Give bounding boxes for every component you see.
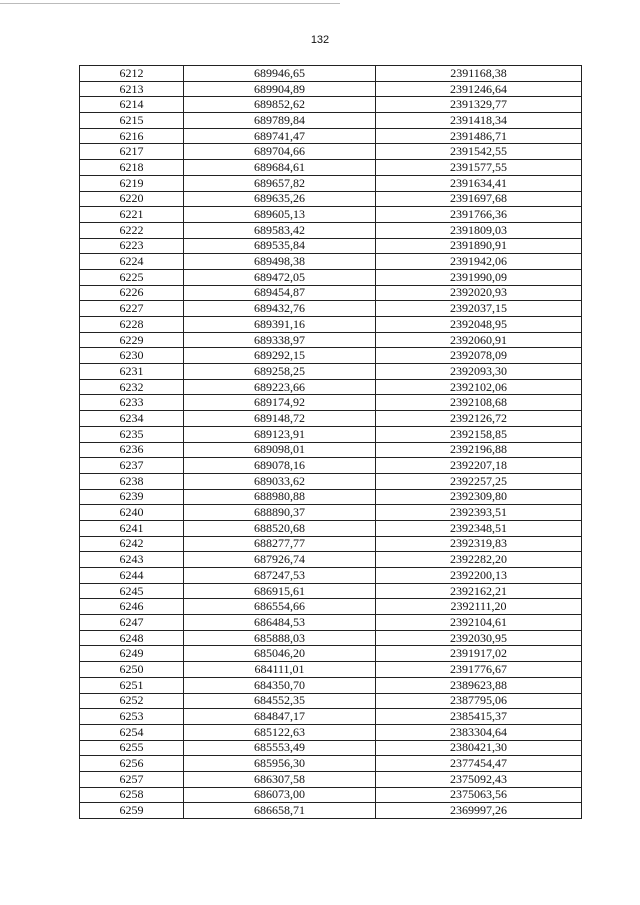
x-coordinate-cell: 689454,87 (184, 285, 376, 301)
table-row (80, 175, 582, 191)
coordinates-table-body (80, 66, 582, 819)
point-number-cell: 6238 (80, 473, 184, 489)
x-coordinate-cell: 686307,58 (184, 771, 376, 787)
table-row (80, 803, 582, 819)
x-coordinate-cell: 685122,63 (184, 724, 376, 740)
point-number-cell: 6252 (80, 693, 184, 709)
x-coordinate-cell: 685046,20 (184, 646, 376, 662)
y-coordinate-cell: 2391634,41 (376, 175, 582, 191)
table-row (80, 740, 582, 756)
y-coordinate-cell: 2391776,67 (376, 662, 582, 678)
x-coordinate-cell: 689684,61 (184, 160, 376, 176)
table-row (80, 113, 582, 129)
point-number-cell: 6232 (80, 379, 184, 395)
table-row (80, 238, 582, 254)
x-coordinate-cell: 689078,16 (184, 458, 376, 474)
y-coordinate-cell: 2392257,25 (376, 473, 582, 489)
point-number-cell: 6248 (80, 630, 184, 646)
point-number-cell: 6245 (80, 583, 184, 599)
y-coordinate-cell: 2391329,77 (376, 97, 582, 113)
point-number-cell: 6220 (80, 191, 184, 207)
y-coordinate-cell: 2392319,83 (376, 536, 582, 552)
point-number-cell: 6229 (80, 332, 184, 348)
y-coordinate-cell: 2392348,51 (376, 520, 582, 536)
point-number-cell: 6236 (80, 442, 184, 458)
table-row (80, 677, 582, 693)
table-row (80, 536, 582, 552)
x-coordinate-cell: 689258,25 (184, 364, 376, 380)
point-number-cell: 6257 (80, 771, 184, 787)
x-coordinate-cell: 689498,38 (184, 254, 376, 270)
table-row (80, 473, 582, 489)
table-row (80, 771, 582, 787)
point-number-cell: 6217 (80, 144, 184, 160)
y-coordinate-cell: 2392020,93 (376, 285, 582, 301)
x-coordinate-cell: 689033,62 (184, 473, 376, 489)
point-number-cell: 6239 (80, 489, 184, 505)
table-row (80, 662, 582, 678)
table-row (80, 787, 582, 803)
point-number-cell: 6258 (80, 787, 184, 803)
table-row (80, 191, 582, 207)
x-coordinate-cell: 689148,72 (184, 411, 376, 427)
table-row (80, 709, 582, 725)
y-coordinate-cell: 2383304,64 (376, 724, 582, 740)
y-coordinate-cell: 2391486,71 (376, 128, 582, 144)
y-coordinate-cell: 2392037,15 (376, 301, 582, 317)
point-number-cell: 6253 (80, 709, 184, 725)
point-number-cell: 6237 (80, 458, 184, 474)
x-coordinate-cell: 684350,70 (184, 677, 376, 693)
y-coordinate-cell: 2380421,30 (376, 740, 582, 756)
x-coordinate-cell: 689123,91 (184, 426, 376, 442)
point-number-cell: 6223 (80, 238, 184, 254)
point-number-cell: 6213 (80, 81, 184, 97)
y-coordinate-cell: 2392108,68 (376, 395, 582, 411)
table-row (80, 615, 582, 631)
point-number-cell: 6254 (80, 724, 184, 740)
y-coordinate-cell: 2392207,18 (376, 458, 582, 474)
y-coordinate-cell: 2392309,80 (376, 489, 582, 505)
x-coordinate-cell: 689789,84 (184, 113, 376, 129)
x-coordinate-cell: 689741,47 (184, 128, 376, 144)
table-row (80, 144, 582, 160)
x-coordinate-cell: 685888,03 (184, 630, 376, 646)
y-coordinate-cell: 2392060,91 (376, 332, 582, 348)
y-coordinate-cell: 2392162,21 (376, 583, 582, 599)
point-number-cell: 6243 (80, 552, 184, 568)
point-number-cell: 6212 (80, 66, 184, 82)
table-row (80, 630, 582, 646)
y-coordinate-cell: 2391577,55 (376, 160, 582, 176)
point-number-cell: 6226 (80, 285, 184, 301)
y-coordinate-cell: 2392048,95 (376, 317, 582, 333)
table-row (80, 301, 582, 317)
x-coordinate-cell: 688277,77 (184, 536, 376, 552)
point-number-cell: 6225 (80, 269, 184, 285)
point-number-cell: 6240 (80, 505, 184, 521)
table-row (80, 583, 582, 599)
x-coordinate-cell: 685553,49 (184, 740, 376, 756)
x-coordinate-cell: 688890,37 (184, 505, 376, 521)
y-coordinate-cell: 2387795,06 (376, 693, 582, 709)
point-number-cell: 6216 (80, 128, 184, 144)
table-row (80, 269, 582, 285)
table-row (80, 411, 582, 427)
table-row (80, 756, 582, 772)
point-number-cell: 6246 (80, 599, 184, 615)
x-coordinate-cell: 689098,01 (184, 442, 376, 458)
point-number-cell: 6251 (80, 677, 184, 693)
y-coordinate-cell: 2391418,34 (376, 113, 582, 129)
x-coordinate-cell: 689583,42 (184, 222, 376, 238)
x-coordinate-cell: 689704,66 (184, 144, 376, 160)
x-coordinate-cell: 689223,66 (184, 379, 376, 395)
table-row (80, 724, 582, 740)
table-row (80, 160, 582, 176)
y-coordinate-cell: 2391246,64 (376, 81, 582, 97)
page-top-rule (0, 3, 340, 4)
y-coordinate-cell: 2375063,56 (376, 787, 582, 803)
point-number-cell: 6244 (80, 568, 184, 584)
y-coordinate-cell: 2377454,47 (376, 756, 582, 772)
y-coordinate-cell: 2392200,13 (376, 568, 582, 584)
x-coordinate-cell: 689605,13 (184, 207, 376, 223)
point-number-cell: 6230 (80, 348, 184, 364)
y-coordinate-cell: 2389623,88 (376, 677, 582, 693)
table-row (80, 332, 582, 348)
y-coordinate-cell: 2391697,68 (376, 191, 582, 207)
y-coordinate-cell: 2375092,43 (376, 771, 582, 787)
y-coordinate-cell: 2391766,36 (376, 207, 582, 223)
y-coordinate-cell: 2391890,91 (376, 238, 582, 254)
y-coordinate-cell: 2392111,20 (376, 599, 582, 615)
point-number-cell: 6215 (80, 113, 184, 129)
y-coordinate-cell: 2392030,95 (376, 630, 582, 646)
point-number-cell: 6242 (80, 536, 184, 552)
y-coordinate-cell: 2392393,51 (376, 505, 582, 521)
page-number: 132 (310, 34, 330, 46)
point-number-cell: 6255 (80, 740, 184, 756)
x-coordinate-cell: 689292,15 (184, 348, 376, 364)
y-coordinate-cell: 2391809,03 (376, 222, 582, 238)
y-coordinate-cell: 2392282,20 (376, 552, 582, 568)
point-number-cell: 6241 (80, 520, 184, 536)
table-row (80, 222, 582, 238)
y-coordinate-cell: 2369997,26 (376, 803, 582, 819)
point-number-cell: 6235 (80, 426, 184, 442)
table-row (80, 568, 582, 584)
table-row (80, 81, 582, 97)
table-row (80, 646, 582, 662)
y-coordinate-cell: 2391542,55 (376, 144, 582, 160)
table-row (80, 520, 582, 536)
table-row (80, 489, 582, 505)
y-coordinate-cell: 2391942,06 (376, 254, 582, 270)
table-row (80, 458, 582, 474)
table-row (80, 254, 582, 270)
point-number-cell: 6219 (80, 175, 184, 191)
x-coordinate-cell: 689852,62 (184, 97, 376, 113)
point-number-cell: 6249 (80, 646, 184, 662)
table-row (80, 97, 582, 113)
y-coordinate-cell: 2391917,02 (376, 646, 582, 662)
table-row (80, 505, 582, 521)
table-row (80, 348, 582, 364)
y-coordinate-cell: 2385415,37 (376, 709, 582, 725)
x-coordinate-cell: 687926,74 (184, 552, 376, 568)
x-coordinate-cell: 686554,66 (184, 599, 376, 615)
x-coordinate-cell: 689946,65 (184, 66, 376, 82)
point-number-cell: 6224 (80, 254, 184, 270)
point-number-cell: 6214 (80, 97, 184, 113)
table-row (80, 442, 582, 458)
y-coordinate-cell: 2391168,38 (376, 66, 582, 82)
y-coordinate-cell: 2392104,61 (376, 615, 582, 631)
x-coordinate-cell: 689657,82 (184, 175, 376, 191)
table-row (80, 693, 582, 709)
y-coordinate-cell: 2392102,06 (376, 379, 582, 395)
y-coordinate-cell: 2392158,85 (376, 426, 582, 442)
y-coordinate-cell: 2392093,30 (376, 364, 582, 380)
x-coordinate-cell: 688520,68 (184, 520, 376, 536)
table-row (80, 379, 582, 395)
table-row (80, 285, 582, 301)
table-row (80, 207, 582, 223)
x-coordinate-cell: 684111,01 (184, 662, 376, 678)
table-row (80, 317, 582, 333)
table-row (80, 364, 582, 380)
table-row (80, 395, 582, 411)
table-row (80, 599, 582, 615)
x-coordinate-cell: 686658,71 (184, 803, 376, 819)
point-number-cell: 6227 (80, 301, 184, 317)
x-coordinate-cell: 686915,61 (184, 583, 376, 599)
x-coordinate-cell: 689174,92 (184, 395, 376, 411)
y-coordinate-cell: 2392196,88 (376, 442, 582, 458)
y-coordinate-cell: 2392126,72 (376, 411, 582, 427)
x-coordinate-cell: 685956,30 (184, 756, 376, 772)
table-row (80, 128, 582, 144)
point-number-cell: 6228 (80, 317, 184, 333)
table-row (80, 552, 582, 568)
point-number-cell: 6222 (80, 222, 184, 238)
x-coordinate-cell: 689635,26 (184, 191, 376, 207)
x-coordinate-cell: 689338,97 (184, 332, 376, 348)
y-coordinate-cell: 2392078,09 (376, 348, 582, 364)
x-coordinate-cell: 686073,00 (184, 787, 376, 803)
table-row (80, 426, 582, 442)
point-number-cell: 6218 (80, 160, 184, 176)
x-coordinate-cell: 689472,05 (184, 269, 376, 285)
point-number-cell: 6259 (80, 803, 184, 819)
point-number-cell: 6233 (80, 395, 184, 411)
x-coordinate-cell: 689535,84 (184, 238, 376, 254)
point-number-cell: 6250 (80, 662, 184, 678)
x-coordinate-cell: 688980,88 (184, 489, 376, 505)
point-number-cell: 6234 (80, 411, 184, 427)
x-coordinate-cell: 689391,16 (184, 317, 376, 333)
x-coordinate-cell: 689904,89 (184, 81, 376, 97)
coordinates-table (79, 65, 582, 819)
x-coordinate-cell: 684847,17 (184, 709, 376, 725)
point-number-cell: 6231 (80, 364, 184, 380)
x-coordinate-cell: 689432,76 (184, 301, 376, 317)
table-row (80, 66, 582, 82)
x-coordinate-cell: 687247,53 (184, 568, 376, 584)
y-coordinate-cell: 2391990,09 (376, 269, 582, 285)
point-number-cell: 6256 (80, 756, 184, 772)
x-coordinate-cell: 686484,53 (184, 615, 376, 631)
point-number-cell: 6247 (80, 615, 184, 631)
x-coordinate-cell: 684552,35 (184, 693, 376, 709)
point-number-cell: 6221 (80, 207, 184, 223)
